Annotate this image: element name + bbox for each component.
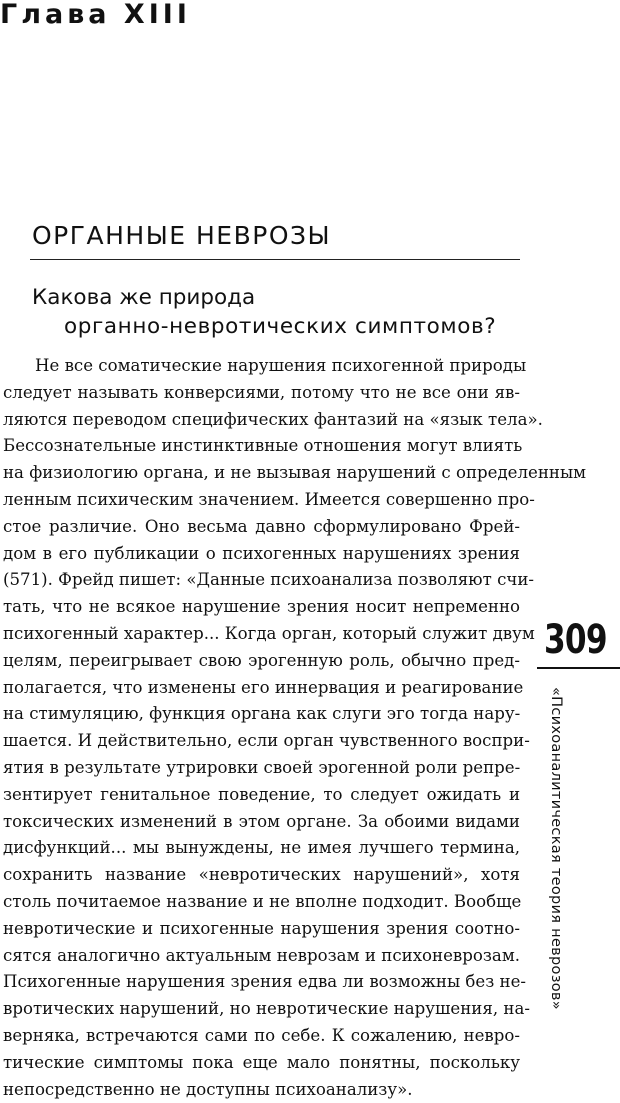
- body-line: верняка, встречаются сами по себе. К сожалению, невро-: [3, 1025, 520, 1045]
- running-head: «Психоаналитическая теория неврозов»: [548, 687, 564, 1010]
- body-line: на стимуляцию, функция органа как слуги эго тогда нару-: [3, 704, 521, 724]
- body-line: дом в его публикации о психогенных нарушениях зрения: [3, 543, 520, 563]
- body-line: токсических изменений в этом органе. За обоими видами: [3, 811, 520, 831]
- body-line: Психогенные нарушения зрения едва ли возможны без не-: [3, 972, 527, 992]
- page-number: 309: [544, 617, 607, 663]
- section-title: ОРГАННЫЕ НЕВРОЗЫ: [32, 221, 332, 250]
- body-line: ятия в результате утрировки своей эрогенной роли репре-: [3, 757, 521, 777]
- body-line: психогенный характер... Когда орган, который служит двум: [3, 623, 535, 643]
- body-line: столь почитаемое название и не вполне подходит. Вообще: [3, 891, 522, 911]
- body-line: непосредственно не доступны психоанализу».: [3, 1079, 413, 1099]
- section-title-rule: [30, 259, 520, 260]
- body-line: ляются переводом специфических фантазий на «язык тела».: [3, 409, 543, 429]
- body-line: Бессознательные инстинктивные отношения могут влиять: [3, 436, 523, 456]
- body-line: следует называть конверсиями, потому что не все они яв-: [3, 382, 520, 402]
- subtitle-line-1: Какова же природа: [32, 285, 256, 310]
- body-line: невротические и психогенные нарушения зрения соотно-: [3, 918, 520, 938]
- body-line: зентирует генитальное поведение, то следует ожидать и: [3, 784, 520, 804]
- body-line: дисфункций... мы вынуждены, не имея лучшего термина,: [3, 838, 520, 858]
- body-line: полагается, что изменены его иннервация и реагирование: [3, 677, 524, 697]
- body-line: целям, переигрывает свою эрогенную роль, обычно пред-: [3, 650, 520, 670]
- body-line: сятся аналогично актуальным неврозам и психоневрозам.: [3, 945, 520, 965]
- body-line: тические симптомы пока еще мало понятны, поскольку: [3, 1052, 520, 1072]
- body-line: тать, что не всякое нарушение зрения носит непременно: [3, 597, 520, 617]
- body-line: ленным психическим значением. Имеется совершенно про-: [3, 489, 535, 509]
- page-number-rule: [537, 667, 620, 669]
- body-line: (571). Фрейд пишет: «Данные психоанализа позволяют счи-: [3, 570, 535, 590]
- body-line: вротических нарушений, но невротические нарушения, на-: [3, 999, 530, 1019]
- body-line: Не все соматические нарушения психогенной природы: [35, 356, 527, 375]
- body-line: на физиологию органа, и не вызывая нарушений с определенным: [3, 463, 587, 483]
- body-line: шается. И действительно, если орган чувственного воспри-: [3, 731, 530, 751]
- body-line: сохранить название «невротических нарушений», хотя: [3, 865, 520, 885]
- subtitle-line-2: органно-невротических симптомов?: [64, 314, 497, 339]
- chapter-heading: Глава XIII: [0, 0, 191, 30]
- body-line: стое различие. Оно весьма давно сформулировано Фрей-: [3, 516, 520, 536]
